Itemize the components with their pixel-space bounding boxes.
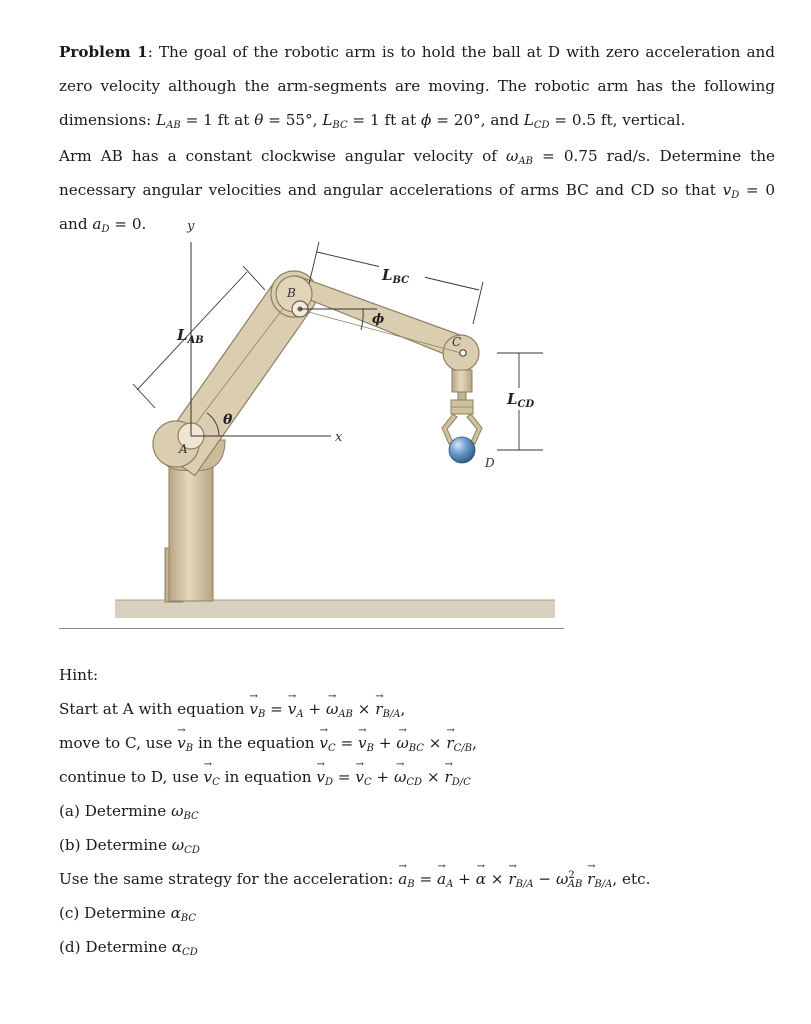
ball [449, 437, 475, 463]
problem-goal: The goal of the robotic arm is to hold the ball at D with zero acceleration and zero velocity although the arm-segments are moving. The robotic arm has the following dimensions: [59, 43, 776, 129]
problem-task: Arm AB has a constant clockwise angular velocity of $\omega_{AB} = 0.75$ rad/s. Determine the necessary angular velocities and angular accelerations of arms BC and CD so that $v_D = 0$ and $a_D = 0$. [59, 147, 776, 235]
theta-label: θ [223, 412, 233, 428]
joint-b-label: B [287, 286, 296, 300]
joint-c-pin [460, 350, 466, 356]
joint-a-label: A [179, 442, 188, 456]
hint-step-1: Start at A with equation → $v_B$ = → $v_A$ + → $\omega_{AB}$ × → $r_{B/A}$, [59, 700, 405, 718]
omega-value: 0.75 rad/s [563, 147, 646, 165]
x-axis-label: x [335, 430, 343, 445]
determine-text: Determine the necessary angular velocities and angular accelerations of arms BC and CD so that [59, 147, 776, 199]
phi-label: ϕ [372, 312, 385, 327]
hint-title: Hint: [59, 666, 99, 684]
point-d-label: D [485, 456, 495, 470]
joint-c-label: C [452, 335, 462, 349]
hint-part-b: (b) Determine $\omega_{CD}$ [59, 836, 200, 856]
problem-statement: Problem 1: The goal of the robotic arm is to hold the ball at D with zero acceleration and zero velocity although the arm-segments are moving. The robotic arm has the following dimensions: $L_{AB} = 1$ ft at θ = 55°, $L_{BC} = 1$ ft at ϕ = 20°, and $L_{CD} = 0.5$ ft, vertical. [59, 43, 776, 131]
hint-part-a: (a) Determine $\omega_{BC}$ [59, 802, 199, 822]
hint-part-d: (d) Determine $\alpha_{CD}$ [59, 938, 198, 958]
y-axis-label: y [187, 219, 195, 234]
hint-step-3: continue to D, use → $v_C$ in equation → $v_D$ = → $v_C$ + → $\omega_{CD}$ × → $r_{D/C}$ [59, 768, 471, 786]
arm-cd [452, 370, 472, 392]
hint-acceleration: Use the same strategy for the acceleration: → $a_B$ = → $a_A$ + → α × → $r_{B/A} - \omega^2_{AB} \to r_{B/A}$, etc. [59, 870, 650, 888]
problem-dimensions: $L_{AB} = 1$ ft at θ = 55°, $L_{BC} = 1$ ft at ϕ = 20°, and $L_{CD} = 0.5$ ft, vertical. [156, 111, 686, 131]
lbc-label: $L_{BC}$ [382, 266, 410, 286]
problem-heading: Problem 1 [59, 43, 148, 61]
ground-slab [115, 600, 555, 618]
lcd-label: $L_{CD}$ [507, 390, 535, 410]
robotic-arm-figure [95, 212, 575, 637]
base-column [169, 467, 213, 601]
hint-step-2: move to C, use → $v_B$ in the equation → $v_C$ = → $v_B$ + → $\omega_{BC}$ × → $r_{C/B}$, [59, 734, 477, 752]
hint-part-c: (c) Determine $\alpha_{BC}$ [59, 904, 197, 924]
arm-ab-text: Arm AB has a constant clockwise angular velocity of [59, 147, 497, 165]
section-divider [59, 628, 564, 629]
lab-label: $L_{AB}$ [177, 326, 204, 346]
